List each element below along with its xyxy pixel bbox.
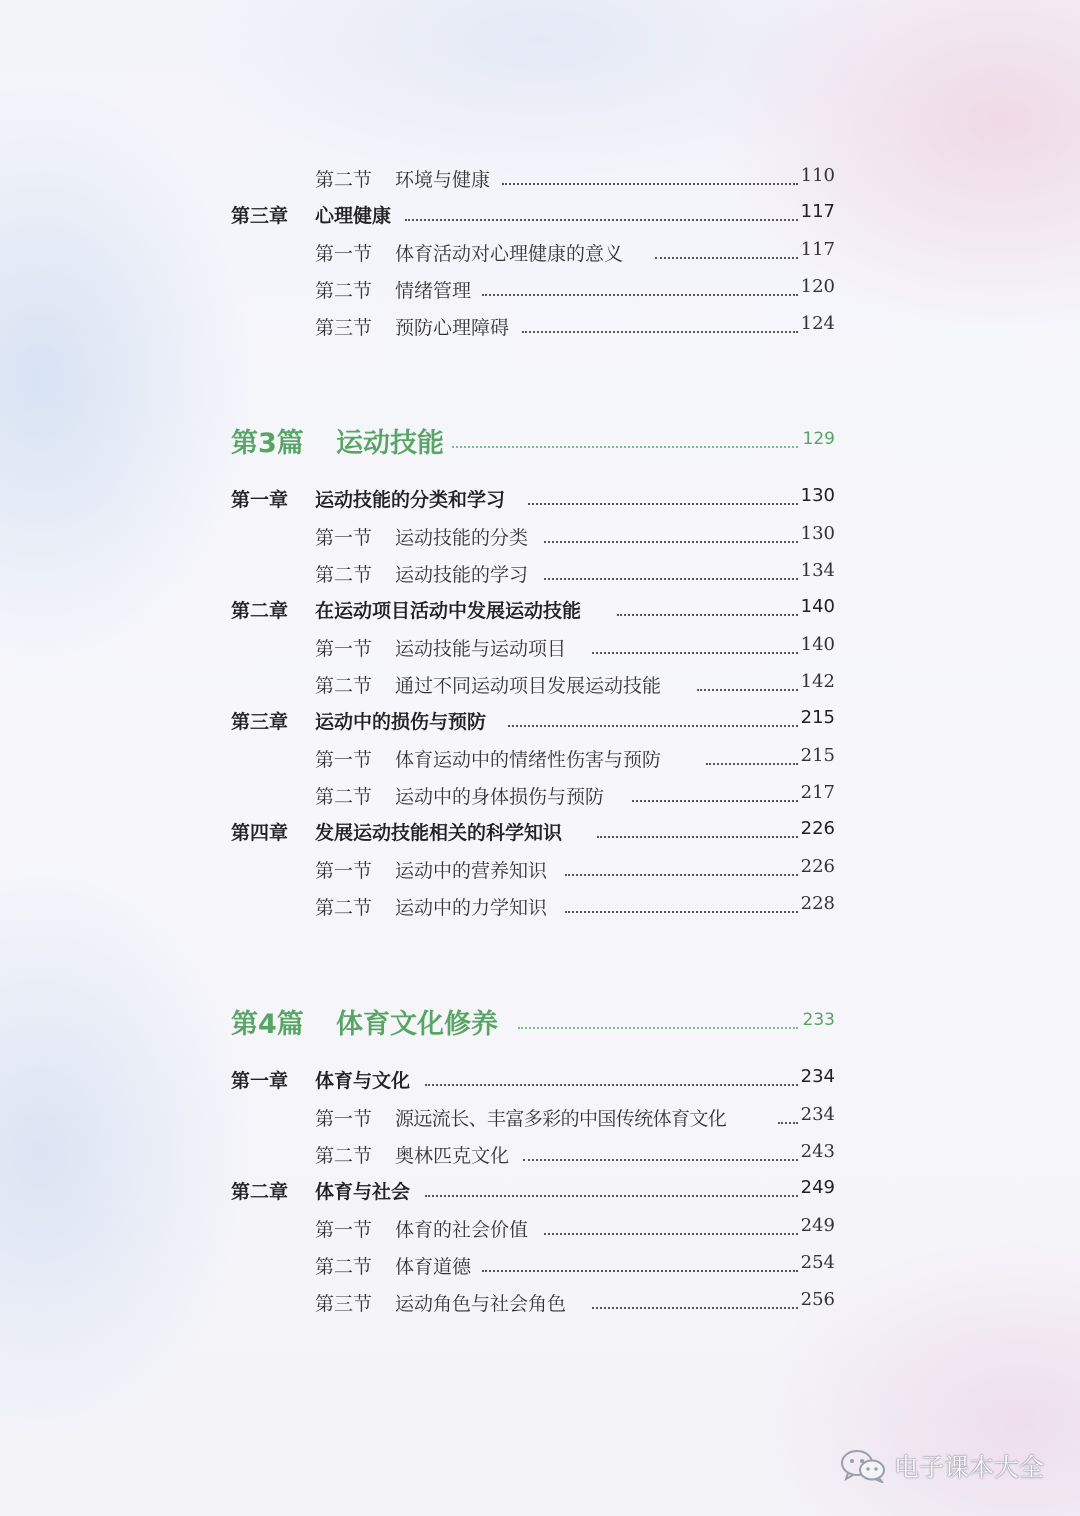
section-number: 第二节 <box>315 897 373 919</box>
section-title: 体育的社会价值 <box>395 1219 529 1241</box>
dot-leader <box>502 183 798 185</box>
dot-leader <box>522 331 798 333</box>
toc-part-row[interactable] <box>0 1002 1080 1042</box>
chapter-number: 第二章 <box>231 600 289 622</box>
section-title: 通过不同运动项目发展运动技能 <box>395 675 662 697</box>
toc-section-row[interactable] <box>0 745 1080 773</box>
section-number: 第二节 <box>315 675 373 697</box>
page-number: 217 <box>800 782 835 803</box>
chapter-title: 发展运动技能相关的科学知识 <box>315 822 563 844</box>
toc-section-row[interactable] <box>0 1104 1080 1132</box>
dot-leader <box>565 874 798 876</box>
watermark <box>840 1448 1044 1484</box>
chapter-number: 第三章 <box>231 205 289 227</box>
section-number: 第三节 <box>315 317 373 339</box>
section-number: 第一节 <box>315 860 373 882</box>
part-number: 第3篇 <box>231 428 304 459</box>
section-number: 第一节 <box>315 749 373 771</box>
dot-leader <box>655 257 798 259</box>
part-number: 第4篇 <box>231 1009 304 1040</box>
section-number: 第二节 <box>315 169 373 191</box>
section-title: 源远流长、丰富多彩的中国传统体育文化 <box>395 1108 727 1130</box>
dot-leader <box>565 911 798 913</box>
section-title: 运动技能的学习 <box>395 564 529 586</box>
section-title: 运动中的力学知识 <box>395 897 548 919</box>
page-number: 226 <box>800 818 835 839</box>
page-number: 124 <box>800 313 835 334</box>
page-number: 234 <box>800 1104 835 1125</box>
toc-chapter-row[interactable] <box>0 1066 1080 1094</box>
dot-leader <box>482 294 798 296</box>
chapter-number: 第一章 <box>231 489 289 511</box>
toc-section-row[interactable] <box>0 523 1080 551</box>
chapter-title: 运动中的损伤与预防 <box>315 711 487 733</box>
watermark-text: 电子课本大全 <box>893 1453 1044 1482</box>
chapter-title: 运动技能的分类和学习 <box>315 489 506 511</box>
section-number: 第二节 <box>315 280 373 302</box>
toc-section-row[interactable] <box>0 1141 1080 1169</box>
toc-section-row[interactable] <box>0 313 1080 341</box>
section-title: 体育活动对心理健康的意义 <box>395 243 624 265</box>
dot-leader <box>508 725 798 727</box>
section-title: 情绪管理 <box>395 280 472 302</box>
toc-section-row[interactable] <box>0 1289 1080 1317</box>
dot-leader <box>544 578 798 580</box>
toc-chapter-row[interactable] <box>0 201 1080 229</box>
dot-leader <box>592 652 798 654</box>
chapter-title: 体育与文化 <box>315 1070 411 1092</box>
dot-leader <box>452 446 798 448</box>
section-title: 运动中的营养知识 <box>395 860 548 882</box>
page-number: 130 <box>800 485 835 506</box>
section-number: 第一节 <box>315 1219 373 1241</box>
page-number: 110 <box>800 165 835 186</box>
section-number: 第二节 <box>315 1256 373 1278</box>
section-title: 体育道德 <box>395 1256 472 1278</box>
page-number: 215 <box>800 745 835 766</box>
part-title: 运动技能 <box>336 428 444 459</box>
page-number: 226 <box>800 856 835 877</box>
section-number: 第二节 <box>315 564 373 586</box>
section-number: 第三节 <box>315 1293 373 1315</box>
page-number: 129 <box>802 429 835 449</box>
page-number: 233 <box>802 1010 835 1030</box>
section-number: 第一节 <box>315 527 373 549</box>
dot-leader <box>544 541 798 543</box>
dot-leader <box>405 219 798 221</box>
dot-leader <box>778 1122 798 1124</box>
page-number: 140 <box>800 596 835 617</box>
section-title: 奥林匹克文化 <box>395 1145 510 1167</box>
page-number: 215 <box>800 707 835 728</box>
toc-section-row[interactable] <box>0 276 1080 304</box>
page-number: 228 <box>800 893 835 914</box>
toc-section-row[interactable] <box>0 239 1080 267</box>
page-number: 140 <box>800 634 835 655</box>
dot-leader <box>632 800 798 802</box>
dot-leader <box>597 836 798 838</box>
dot-leader <box>425 1195 798 1197</box>
dot-leader <box>425 1084 798 1086</box>
page-number: 254 <box>800 1252 835 1273</box>
toc-section-row[interactable] <box>0 165 1080 193</box>
toc-section-row[interactable] <box>0 893 1080 921</box>
section-title: 环境与健康 <box>395 169 491 191</box>
dot-leader <box>617 614 798 616</box>
section-number: 第一节 <box>315 638 373 660</box>
section-number: 第一节 <box>315 243 373 265</box>
section-number: 第二节 <box>315 1145 373 1167</box>
toc-section-row[interactable] <box>0 560 1080 588</box>
toc-section-row[interactable] <box>0 634 1080 662</box>
chapter-title: 在运动项目活动中发展运动技能 <box>315 600 582 622</box>
section-title: 预防心理障碍 <box>395 317 510 339</box>
dot-leader <box>544 1233 798 1235</box>
page-number: 117 <box>800 239 835 260</box>
chapter-number: 第二章 <box>231 1181 289 1203</box>
page-number: 243 <box>800 1141 835 1162</box>
chapter-title: 体育与社会 <box>315 1181 411 1203</box>
toc-section-row[interactable] <box>0 856 1080 884</box>
chapter-title: 心理健康 <box>315 205 392 227</box>
toc-chapter-row[interactable] <box>0 485 1080 513</box>
dot-leader <box>523 1159 798 1161</box>
section-title: 体育运动中的情绪性伤害与预防 <box>395 749 662 771</box>
section-title: 运动技能的分类 <box>395 527 529 549</box>
toc-chapter-row[interactable] <box>0 707 1080 735</box>
dot-leader <box>528 503 798 505</box>
toc-chapter-row[interactable] <box>0 1177 1080 1205</box>
toc-section-row[interactable] <box>0 671 1080 699</box>
toc-section-row[interactable] <box>0 782 1080 810</box>
toc-section-row[interactable] <box>0 1252 1080 1280</box>
section-title: 运动技能与运动项目 <box>395 638 567 660</box>
page-number: 256 <box>800 1289 835 1310</box>
toc-part-row[interactable] <box>0 421 1080 461</box>
page-number: 234 <box>800 1066 835 1087</box>
wechat-icon <box>840 1449 886 1483</box>
part-title: 体育文化修养 <box>336 1009 498 1040</box>
dot-leader <box>697 689 798 691</box>
page-number: 117 <box>800 201 835 222</box>
page-number: 130 <box>800 523 835 544</box>
page-number: 249 <box>800 1177 835 1198</box>
page-number: 142 <box>800 671 835 692</box>
section-number: 第二节 <box>315 786 373 808</box>
page-number: 249 <box>800 1215 835 1236</box>
section-number: 第一节 <box>315 1108 373 1130</box>
toc-chapter-row[interactable] <box>0 596 1080 624</box>
section-title: 运动中的身体损伤与预防 <box>395 786 605 808</box>
page-number: 120 <box>800 276 835 297</box>
toc-section-row[interactable] <box>0 1215 1080 1243</box>
dot-leader <box>592 1307 798 1309</box>
dot-leader <box>482 1270 798 1272</box>
chapter-number: 第三章 <box>231 711 289 733</box>
chapter-number: 第四章 <box>231 822 289 844</box>
dot-leader <box>518 1027 798 1029</box>
page-number: 134 <box>800 560 835 581</box>
chapter-number: 第一章 <box>231 1070 289 1092</box>
section-title: 运动角色与社会角色 <box>395 1293 567 1315</box>
toc-chapter-row[interactable] <box>0 818 1080 846</box>
dot-leader <box>706 763 798 765</box>
